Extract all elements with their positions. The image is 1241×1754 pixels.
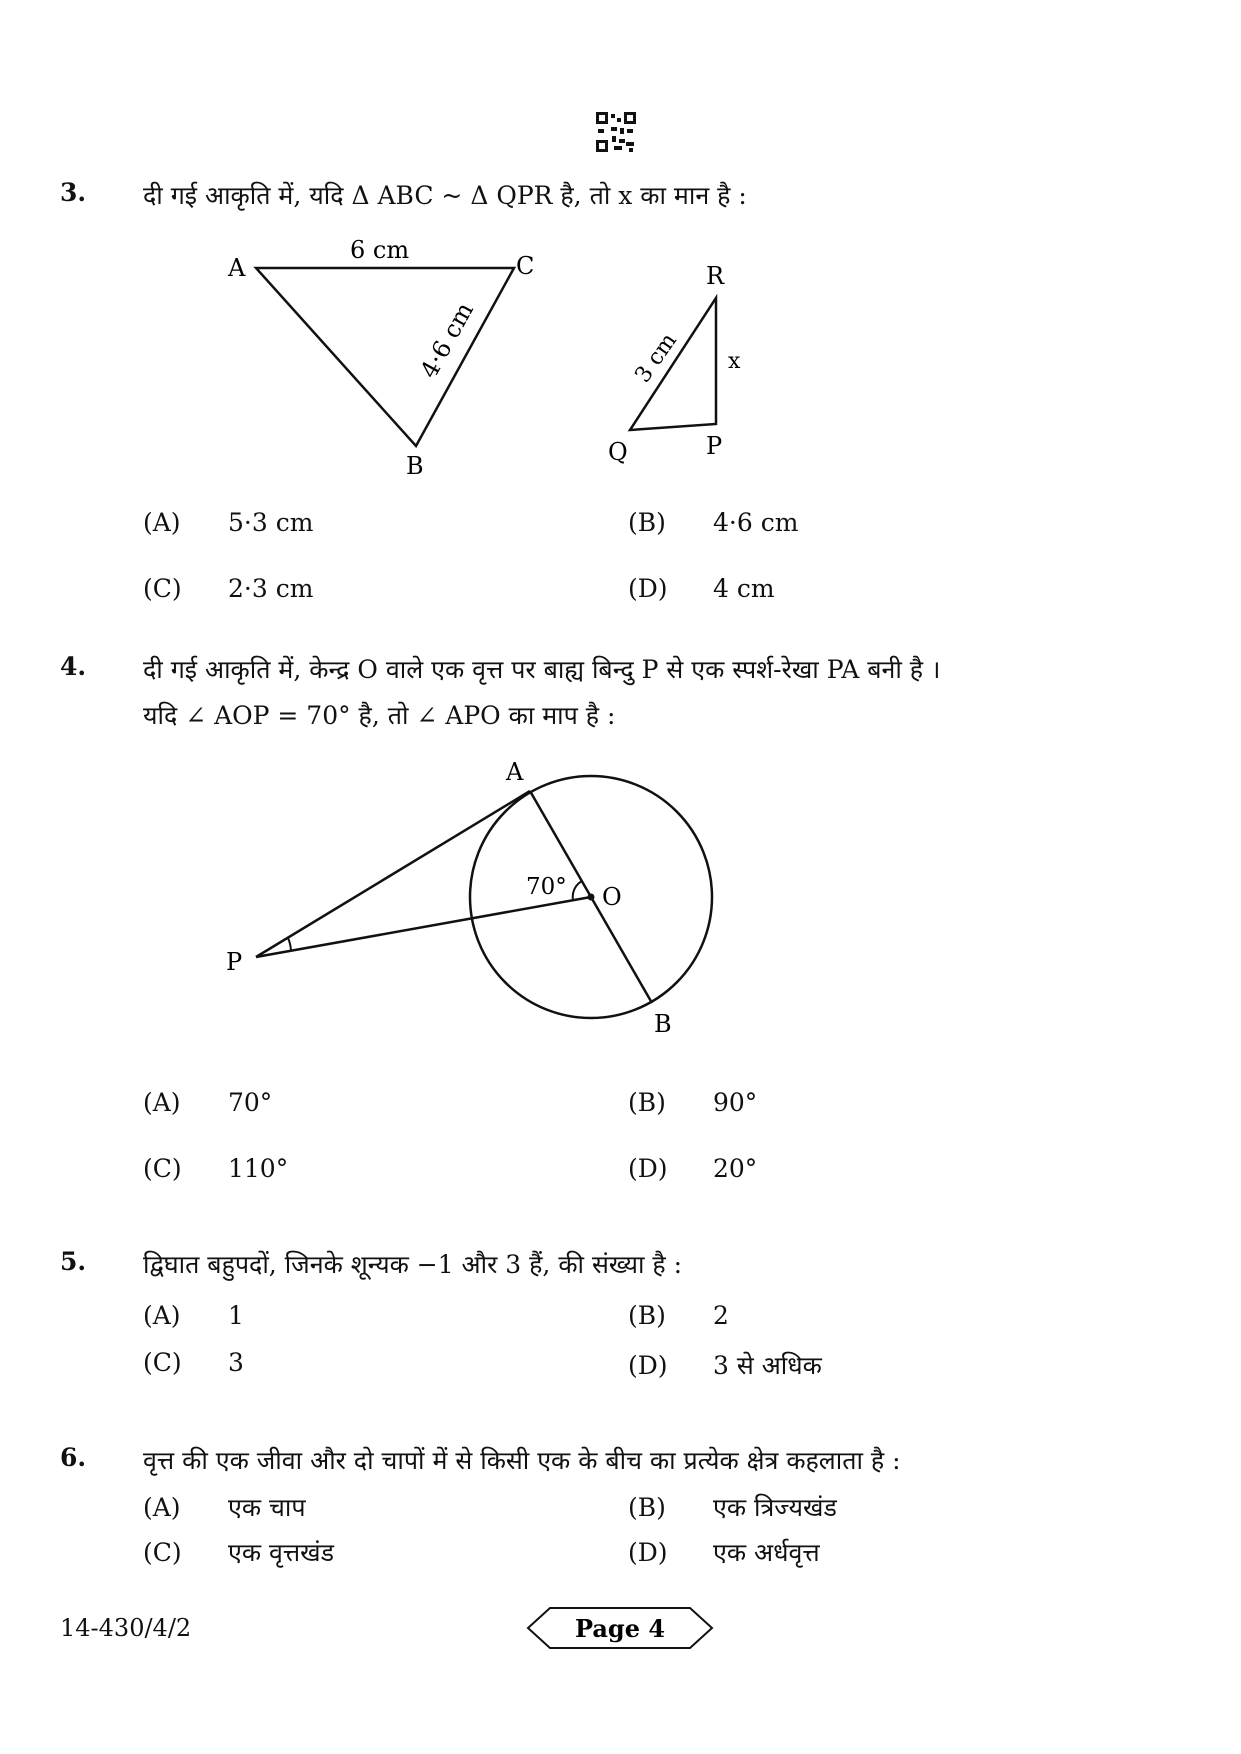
- q6-option-b: [628, 1490, 837, 1524]
- option-value: 4·6 cm: [713, 508, 799, 537]
- question-6-number: 6.: [60, 1443, 87, 1472]
- option-value: 5·3 cm: [228, 508, 314, 537]
- q6-option-d: [628, 1535, 820, 1569]
- option-value: 110°: [228, 1154, 289, 1183]
- option-value: एक त्रिज्यखंड: [713, 1493, 837, 1522]
- q5-option-c: [143, 1348, 244, 1377]
- label-ac: 6 cm: [350, 236, 410, 264]
- question-3-text: दी गई आकृति में, यदि Δ ABC ~ Δ QPR है, तो x का मान है :: [143, 181, 747, 210]
- option-label: (C): [143, 1154, 182, 1183]
- option-label: (B): [628, 1088, 666, 1117]
- question-4-text-line2: यदि ∠ AOP = 70° है, तो ∠ APO का माप है :: [143, 701, 616, 730]
- label-c: C: [516, 252, 535, 280]
- q6-option-a: [143, 1490, 306, 1524]
- option-value: 2: [713, 1301, 729, 1330]
- option-label: (B): [628, 1493, 666, 1522]
- option-value: 4 cm: [713, 574, 775, 603]
- option-label: (C): [143, 1348, 182, 1377]
- q3-option-b: [628, 508, 798, 537]
- q5-option-a: [143, 1301, 244, 1330]
- option-label: (D): [628, 574, 668, 603]
- label-a: A: [228, 254, 246, 282]
- question-4-figure: [200, 750, 740, 1040]
- label-p-point: P: [226, 948, 243, 976]
- option-label: (D): [628, 1351, 668, 1380]
- option-value: 1: [228, 1301, 244, 1330]
- paper-code: 14-430/4/2: [60, 1614, 192, 1642]
- question-5-number: 5.: [60, 1247, 87, 1276]
- option-label: (C): [143, 1538, 182, 1567]
- q3-option-c: [143, 574, 313, 603]
- option-value: 2·3 cm: [228, 574, 314, 603]
- label-angle: 70°: [526, 874, 567, 900]
- q5-option-b: [628, 1301, 729, 1330]
- label-p: P: [706, 432, 723, 460]
- option-value: एक अर्धवृत्त: [713, 1538, 820, 1567]
- option-value: 70°: [228, 1088, 273, 1117]
- label-q: Q: [608, 438, 628, 466]
- option-label: (B): [628, 1301, 666, 1330]
- qr-code-icon: [596, 112, 636, 152]
- option-label: (C): [143, 574, 182, 603]
- angle-arc-p: [288, 938, 291, 951]
- option-value: 3 से अधिक: [713, 1351, 822, 1380]
- question-4-text-line1: दी गई आकृति में, केन्द्र O वाले एक वृत्त पर बाह्य बिन्दु P से एक स्पर्श-रेखा PA बनी है ।: [143, 655, 941, 684]
- option-value: 90°: [713, 1088, 758, 1117]
- label-a-point: A: [506, 758, 524, 786]
- label-x: x: [728, 349, 741, 374]
- label-o: O: [602, 883, 622, 911]
- q4-option-c: [143, 1154, 288, 1183]
- option-label: (D): [628, 1154, 668, 1183]
- option-value: 3: [228, 1348, 244, 1377]
- option-label: (D): [628, 1538, 668, 1567]
- q4-option-b: [628, 1088, 757, 1117]
- q4-option-a: [143, 1088, 272, 1117]
- option-label: (A): [143, 1301, 181, 1330]
- question-4-number: 4.: [60, 652, 87, 681]
- option-label: (B): [628, 508, 666, 537]
- option-value: एक वृत्तखंड: [228, 1538, 334, 1567]
- q3-option-a: [143, 508, 313, 537]
- option-value: 20°: [713, 1154, 758, 1183]
- q5-option-d: [628, 1348, 822, 1382]
- question-3-figure: [200, 228, 800, 488]
- label-b: B: [406, 452, 424, 480]
- option-value: एक चाप: [228, 1493, 306, 1522]
- triangle-abc: [256, 268, 514, 446]
- question-5-text: द्विघात बहुपदों, जिनके शून्यक −1 और 3 हैं, की संख्या है :: [143, 1250, 683, 1279]
- page-number: Page 4: [574, 1614, 666, 1643]
- label-qr: 3 cm: [630, 328, 682, 388]
- option-label: (A): [143, 508, 181, 537]
- q6-option-c: [143, 1535, 334, 1569]
- q4-option-d: [628, 1154, 757, 1183]
- label-bc: 4·6 cm: [414, 297, 480, 383]
- option-label: (A): [143, 1493, 181, 1522]
- label-b-point: B: [654, 1010, 672, 1038]
- center-dot: [588, 894, 595, 901]
- option-label: (A): [143, 1088, 181, 1117]
- question-6-text: वृत्त की एक जीवा और दो चापों में से किसी एक के बीच का प्रत्येक क्षेत्र कहलाता है :: [143, 1446, 901, 1475]
- label-r: R: [706, 262, 725, 290]
- page-number-badge: [526, 1604, 714, 1652]
- question-3-number: 3.: [60, 178, 87, 207]
- angle-arc-o: [573, 881, 582, 900]
- q3-option-d: [628, 574, 775, 603]
